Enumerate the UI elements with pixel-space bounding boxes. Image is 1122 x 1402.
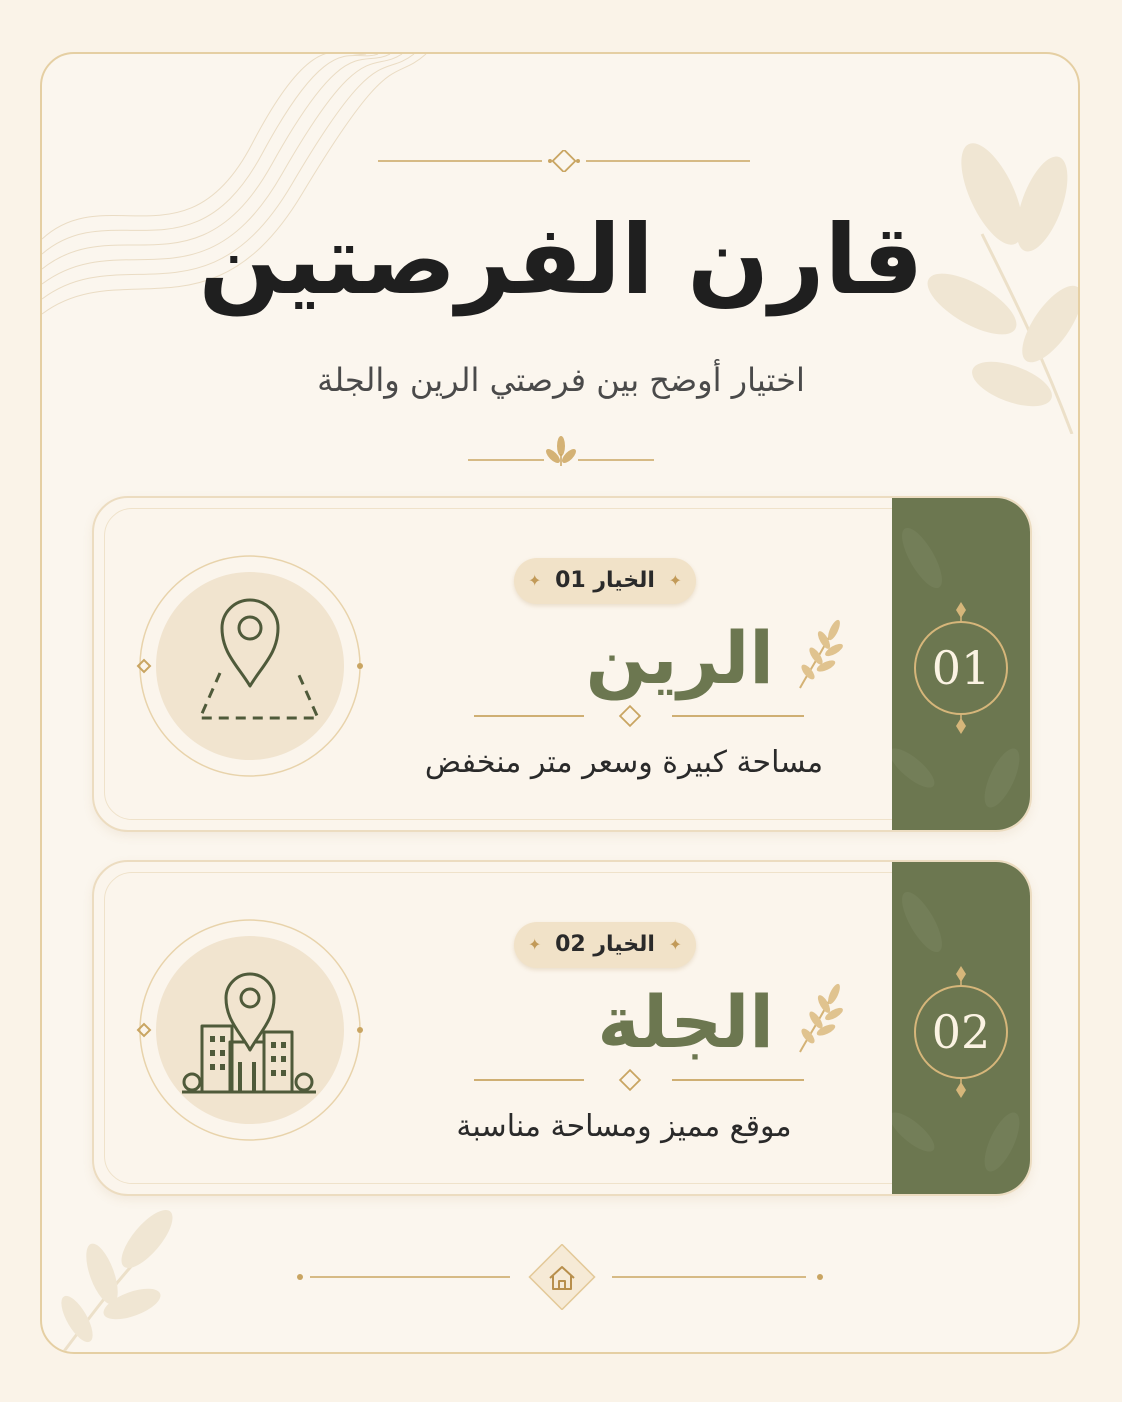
wheat-divider-ornament bbox=[468, 432, 654, 472]
sparkle-icon: ✦ bbox=[528, 935, 542, 954]
option-number: 01 bbox=[931, 641, 991, 695]
sparkle-icon: ✦ bbox=[668, 935, 682, 954]
sparkle-icon: ✦ bbox=[528, 571, 542, 590]
page-title: قارن الفرصتين bbox=[198, 204, 924, 316]
option-card-2[interactable] bbox=[92, 860, 1032, 1196]
option-badge bbox=[514, 558, 696, 604]
top-divider-ornament bbox=[378, 150, 750, 172]
option-badge bbox=[514, 922, 696, 968]
option-description: مساحة كبيرة وسعر متر منخفض bbox=[424, 745, 824, 780]
sparkle-icon: ✦ bbox=[668, 571, 682, 590]
option-description: موقع مميز ومساحة مناسبة bbox=[456, 1109, 792, 1144]
page-subtitle: اختيار أوضح بين فرصتي الرين والجلة bbox=[317, 361, 805, 399]
option-name: الرين bbox=[585, 616, 774, 700]
option-number: 02 bbox=[931, 1005, 991, 1059]
wheat-icon bbox=[794, 980, 844, 1056]
title-separator bbox=[474, 704, 810, 728]
leaf-branch-decoration bbox=[52, 1204, 192, 1354]
wheat-icon bbox=[794, 616, 844, 692]
card-side-panel bbox=[892, 498, 1030, 830]
bottom-divider-ornament bbox=[296, 1244, 826, 1310]
option-badge-label: الخيار 02 bbox=[555, 932, 655, 957]
option-card-1[interactable] bbox=[92, 496, 1032, 832]
city-buildings-pin-icon bbox=[130, 902, 370, 1152]
option-name: الجلة bbox=[597, 980, 774, 1064]
option-name-wrap bbox=[474, 608, 789, 708]
option-name-wrap bbox=[474, 972, 789, 1072]
title-separator bbox=[474, 1068, 810, 1092]
land-plot-pin-icon bbox=[130, 538, 370, 788]
option-badge-label: الخيار 01 bbox=[555, 568, 655, 593]
card-side-panel bbox=[892, 862, 1030, 1194]
